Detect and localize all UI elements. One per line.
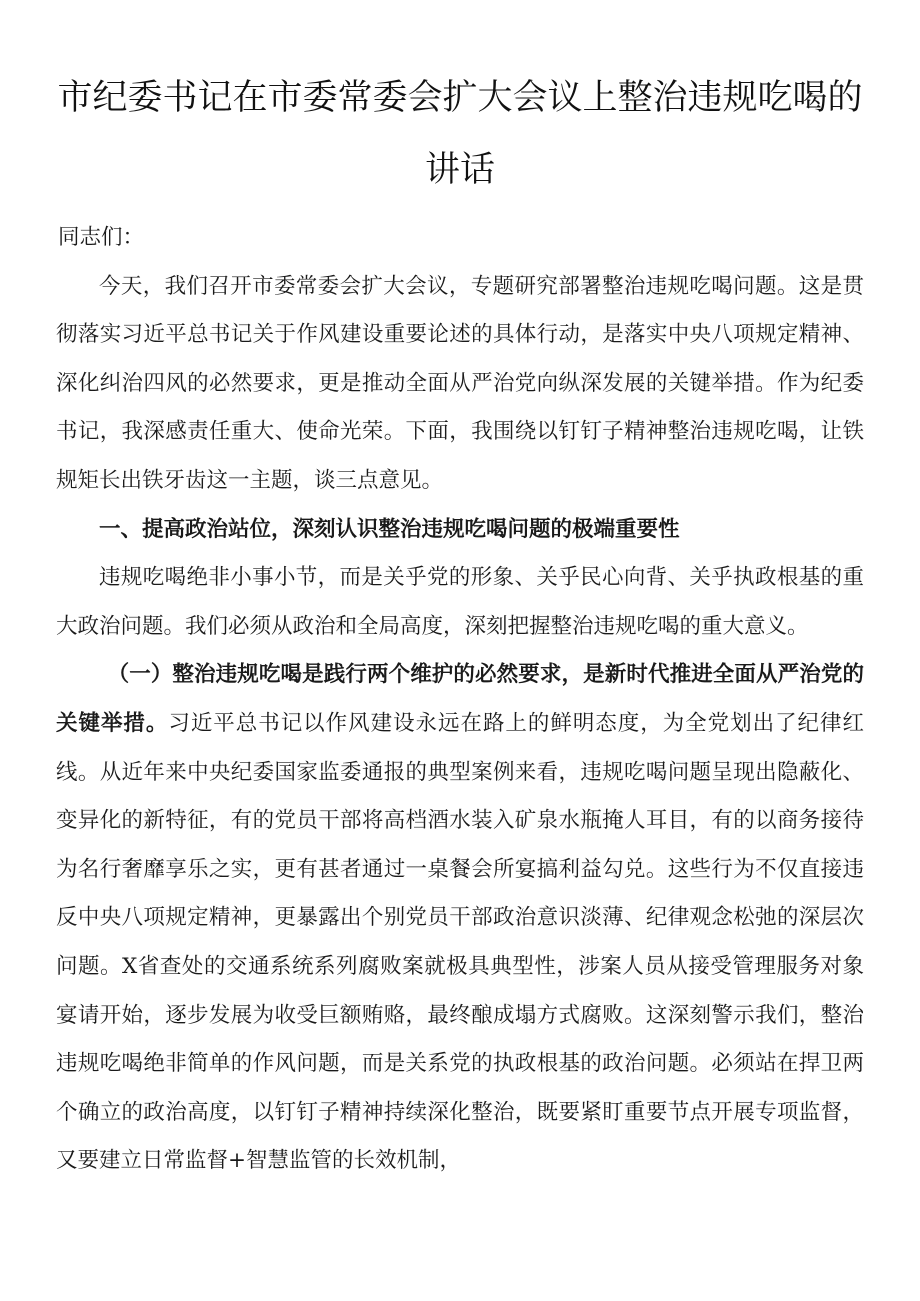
- document-title-line-2: 讲话: [424, 150, 495, 190]
- subsection-1-paragraph: [56, 651, 864, 1186]
- subsection-1-body: 习近平总书记以作风建设永远在路上的鲜明态度，为全党划出了纪律红线。从近年来中央纪委国家监委通报的典型案例来看，违规吃喝问题呈现出隐蔽化、变异化的新特征，有的党员干部将高档酒水装入矿泉水瓶掩人耳目，有的以商务接待为名行奢靡享乐之实，更有甚者通过一桌餐会所宴搞利益勾兑。这些行为不仅直接违反中央八项规定精神，更暴露出个别党员干部政治意识淡薄、纪律观念松弛的深层次问题。X省查处的交通系统系列腐败案就极具典型性，涉案人员从接受管理服务对象宴请开始，逐步发展为收受巨额贿赂，最终酿成塌方式腐败。这深刻警示我们，整治违规吃喝绝非简单的作风问题，而是关系党的执政根基的政治问题。必须站在捍卫两个确立的政治高度，以钉钉子精神持续深化整治，既要紧盯重要节点开展专项监督，又要建立日常监督+智慧监管的长效机制，: [56, 710, 864, 1174]
- section-1-heading: 一、提高政治站位，深刻认识整治违规吃喝问题的极端重要性: [99, 516, 680, 542]
- document-body: [56, 214, 864, 1186]
- document-title: [56, 0, 864, 206]
- subsection-1-heading: （一）整治违规吃喝是践行两个维护的必然要求，是新时代推进全面从严治党的关键举措。: [56, 662, 864, 736]
- document-title-line-1: 市纪委书记在市委常委会扩大会议上整治违规吃喝的: [57, 78, 863, 118]
- salutation: 同志们：: [58, 225, 145, 250]
- intro-paragraph: 今天，我们召开市委常委会扩大会议，专题研究部署整治违规吃喝问题。这是贯彻落实习近平总书记关于作风建设重要论述的具体行动，是落实中央八项规定精神、深化纠治四风的必然要求，更是推动全面从严治党向纵深发展的关键举措。作为纪委书记，我深感责任重大、使命光荣。下面，我围绕以钉钉子精神整治违规吃喝，让铁规矩长出铁牙齿这一主题，谈三点意见。: [56, 273, 864, 493]
- section-1-paragraph: 违规吃喝绝非小事小节，而是关乎党的形象、关乎民心向背、关乎执政根基的重大政治问题。我们必须从政治和全局高度，深刻把握整治违规吃喝的重大意义。: [56, 565, 864, 639]
